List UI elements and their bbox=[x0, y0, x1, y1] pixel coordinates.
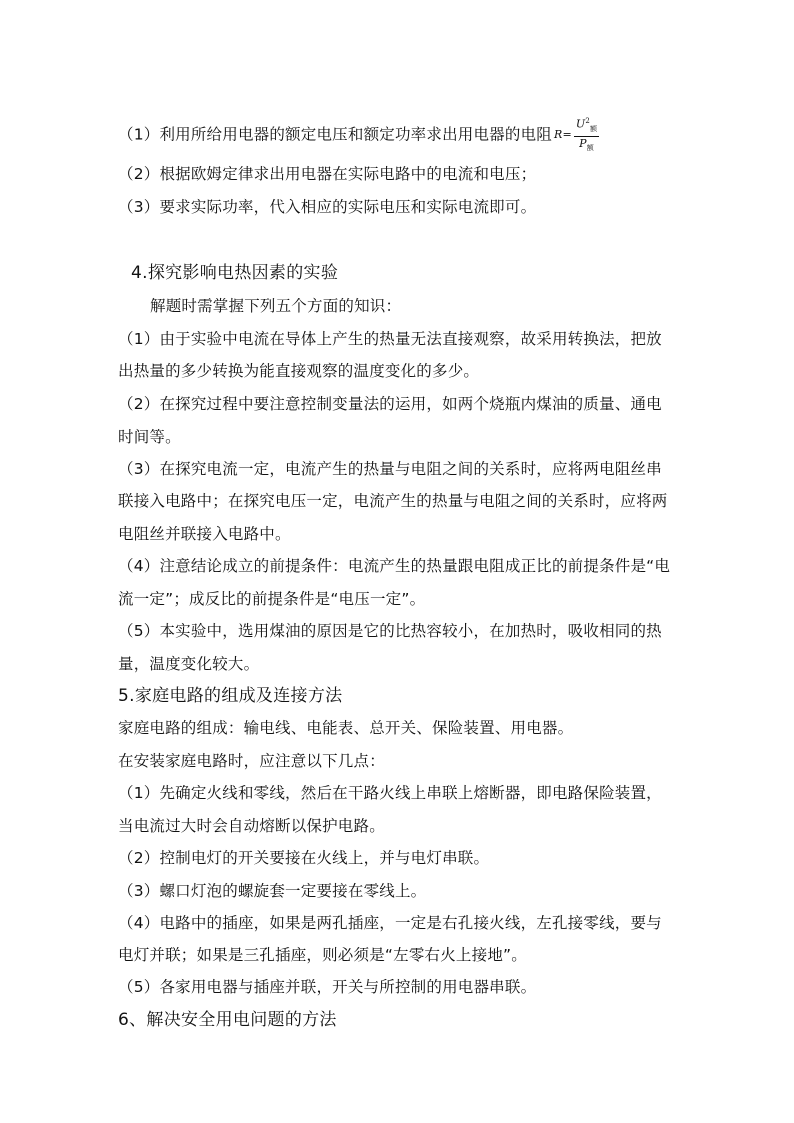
formula-num-symbol: U bbox=[575, 117, 586, 131]
formula-numerator bbox=[574, 115, 599, 137]
text-line: （5）本实验中，选用煤油的原因是它的比热容较小，在加热时，吸收相同的热 bbox=[118, 622, 662, 640]
text-line: 解题时需掌握下列五个方面的知识： bbox=[150, 297, 402, 315]
text-line: 电阻丝并联接入电路中。 bbox=[118, 525, 291, 543]
formula-denominator bbox=[574, 137, 599, 155]
text-line: 当电流过大时会自动熔断以保护电路。 bbox=[118, 817, 385, 835]
text-line: 流一定”；成反比的前提条件是“电压一定”。 bbox=[118, 590, 426, 608]
text-line: 出热量的多少转换为能直接观察的温度变化的多少。 bbox=[118, 362, 480, 380]
text-line: （3）要求实际功率，代入相应的实际电压和实际电流即可。 bbox=[118, 198, 537, 216]
text-line: 联接入电路中；在探究电压一定，电流产生的热量与电阻之间的关系时，应将两 bbox=[118, 492, 668, 510]
section-heading-5: 5.家庭电路的组成及连接方法 bbox=[118, 686, 343, 706]
text-line bbox=[118, 115, 678, 155]
text-line: （2）控制电灯的开关要接在火线上，并与电灯串联。 bbox=[118, 849, 490, 867]
formula-fraction bbox=[574, 115, 599, 155]
text-line: 电灯并联；如果是三孔插座，则必须是“左零右火上接地”。 bbox=[118, 946, 527, 964]
formula-den-symbol: P bbox=[579, 136, 587, 150]
formula-num-sup: 2 bbox=[585, 117, 591, 125]
text-line: （2）根据欧姆定律求出用电器在实际电路中的电流和电压； bbox=[118, 165, 537, 183]
resistance-formula bbox=[554, 115, 599, 155]
section-heading-6: 6、解决安全用电问题的方法 bbox=[118, 1010, 337, 1030]
text-segment: （1）利用所给用电器的额定电压和额定功率求出用电器的电阻 bbox=[118, 125, 552, 144]
formula-equals: = bbox=[562, 128, 572, 142]
text-line: （5）各家用电器与插座并联，开关与所控制的用电器串联。 bbox=[118, 978, 537, 996]
text-line: （3）螺口灯泡的螺旋套一定要接在零线上。 bbox=[118, 882, 427, 900]
text-line: （4）注意结论成立的前提条件：电流产生的热量跟电阻成正比的前提条件是“电 bbox=[118, 557, 671, 575]
section-heading-4: 4.探究影响电热因素的实验 bbox=[131, 263, 339, 283]
text-line: （1）由于实验中电流在导体上产生的热量无法直接观察，故采用转换法，把放 bbox=[118, 330, 662, 348]
formula-num-sub: 额 bbox=[590, 124, 598, 133]
text-line: （3）在探究电流一定，电流产生的热量与电阻之间的关系时，应将两电阻丝串 bbox=[118, 460, 662, 478]
text-line: 家庭电路的组成：输电线、电能表、总开关、保险装置、用电器。 bbox=[118, 719, 574, 737]
text-line: 在安装家庭电路时，应注意以下几点： bbox=[118, 752, 385, 770]
formula-lhs: R bbox=[553, 128, 563, 142]
text-line: （1）先确定火线和零线，然后在干路火线上串联上熔断器，即电路保险装置， bbox=[118, 784, 662, 802]
text-line: 量，温度变化较大。 bbox=[118, 655, 260, 673]
formula-den-sub: 额 bbox=[586, 144, 594, 153]
text-line: （4）电路中的插座，如果是两孔插座，一定是右孔接火线，左孔接零线，要与 bbox=[118, 914, 662, 932]
text-line: 时间等。 bbox=[118, 428, 181, 446]
text-line: （2）在探究过程中要注意控制变量法的运用，如两个烧瓶内煤油的质量、通电 bbox=[118, 395, 662, 413]
